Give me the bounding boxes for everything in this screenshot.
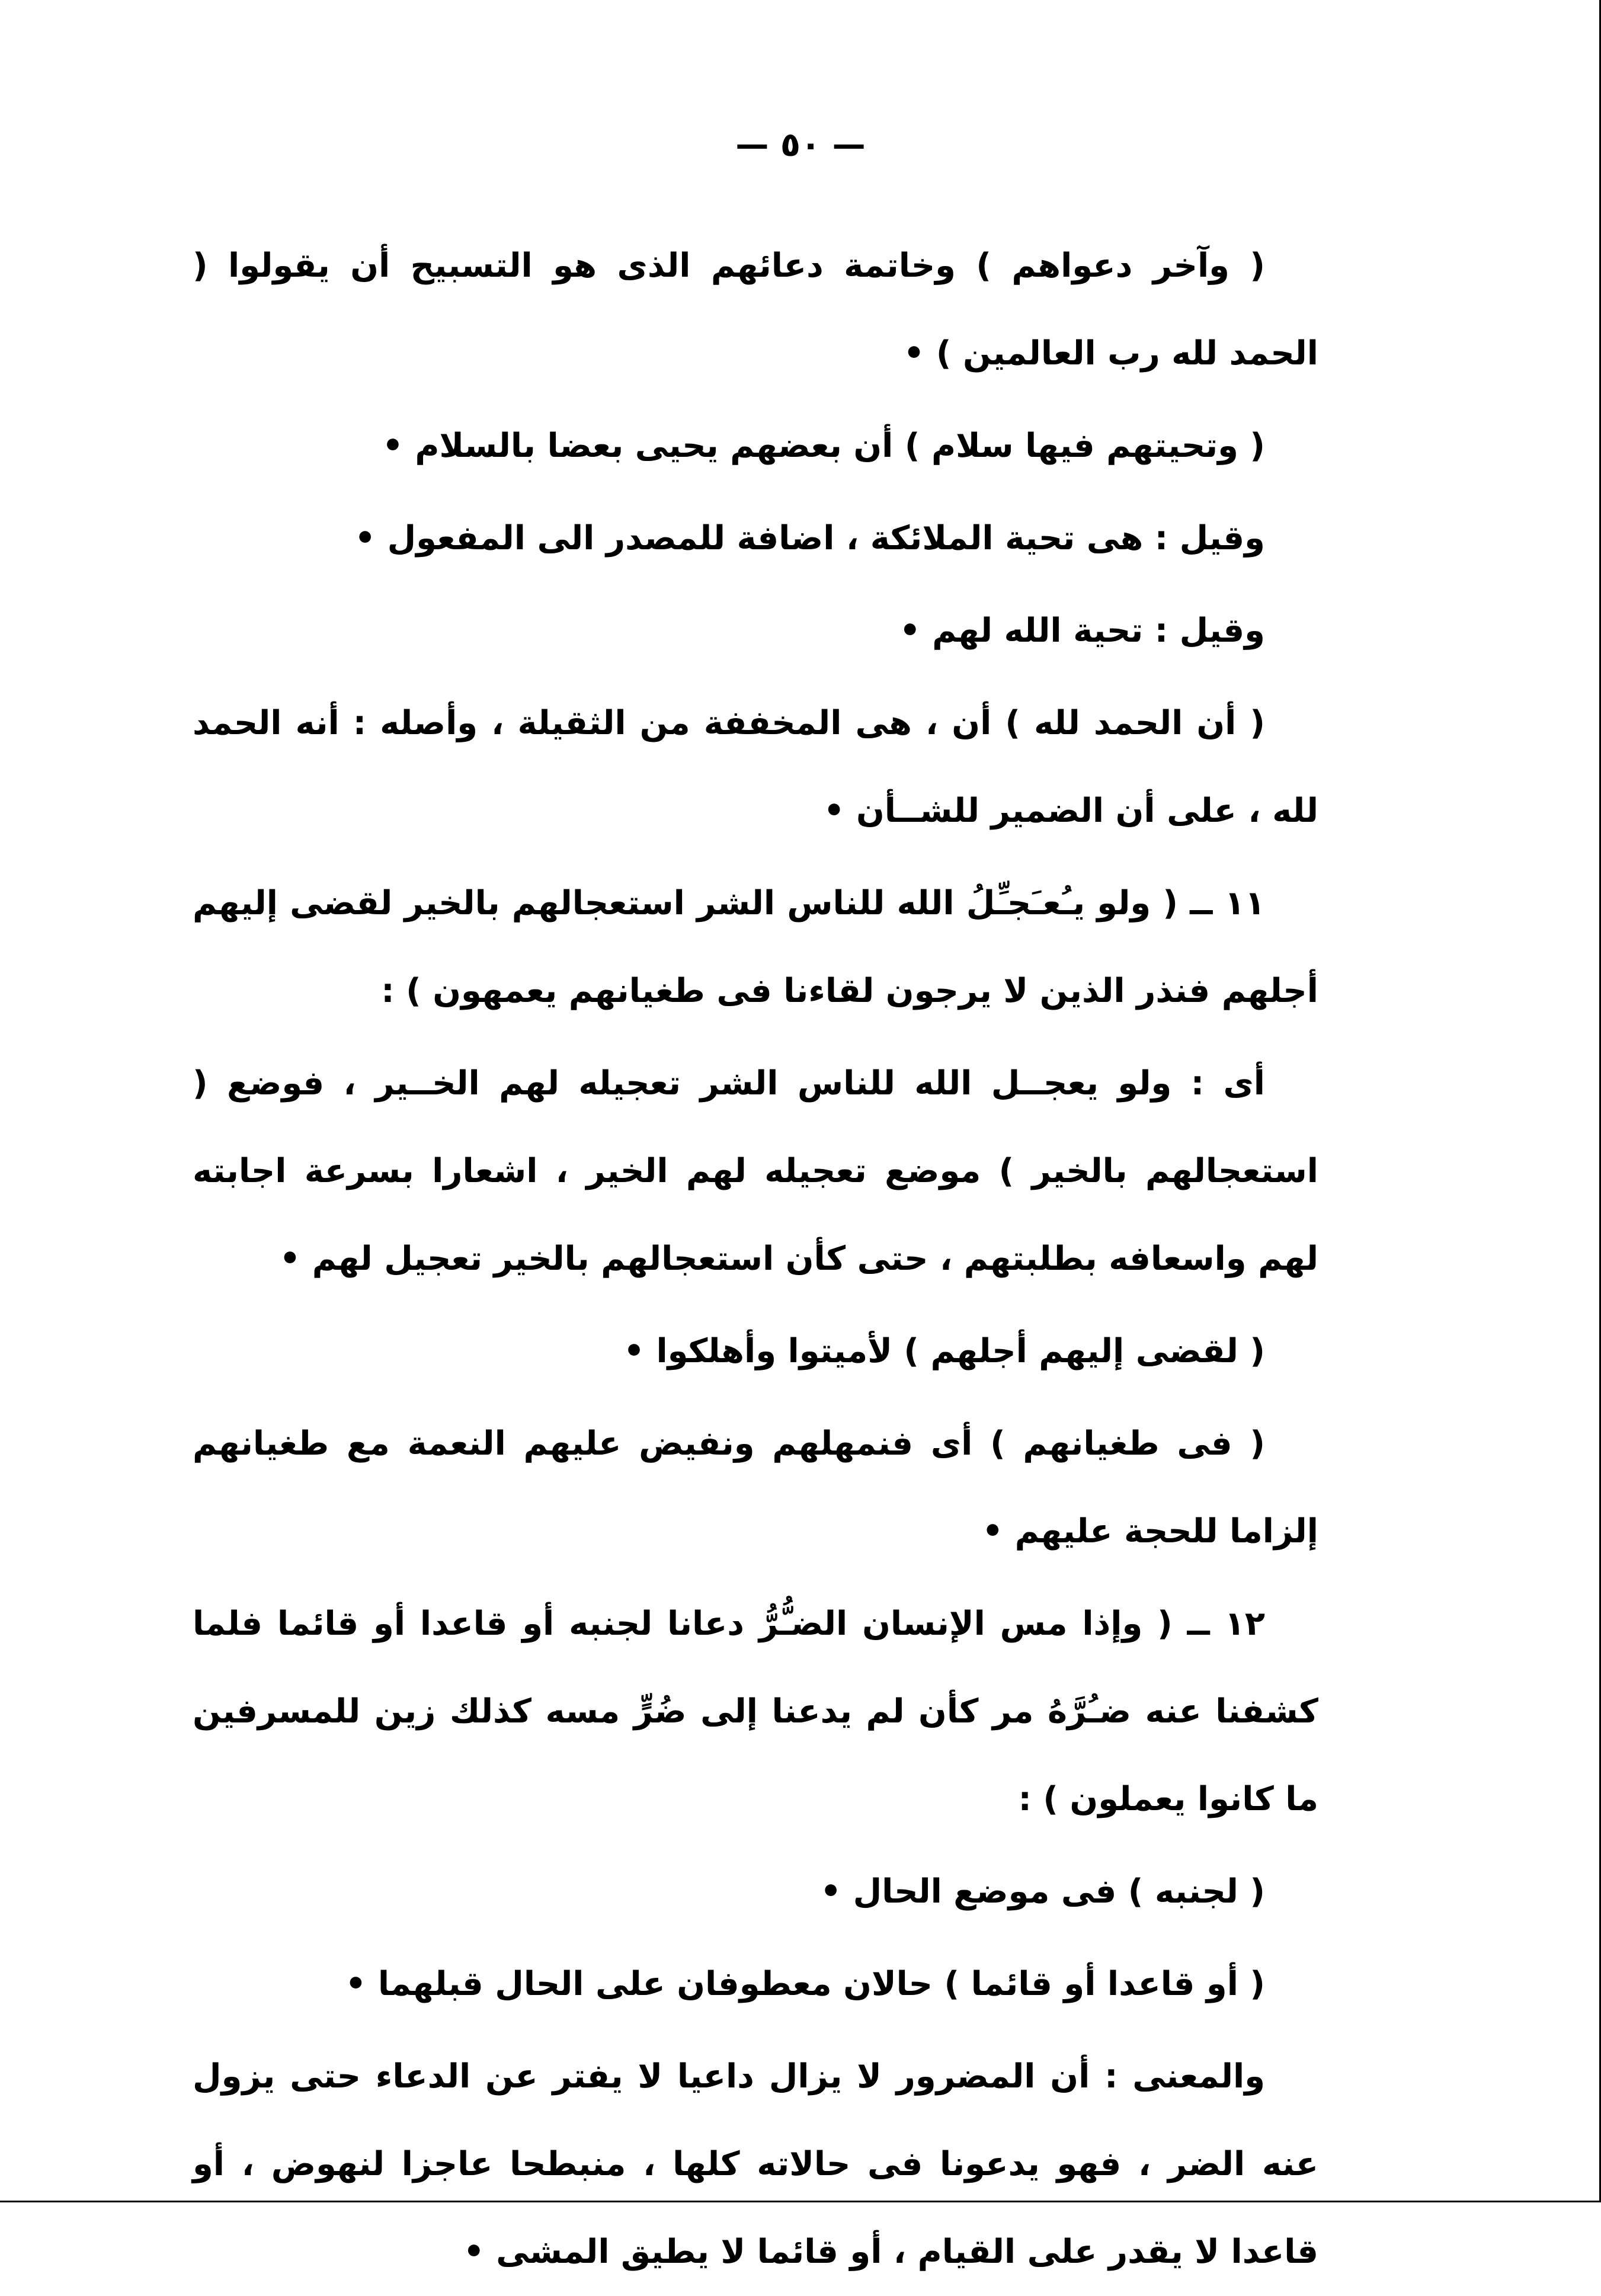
paragraph-5: ( أن الحمد لله ) أن ، هى المخففة من الثقيلة ، وأصله : أنه الحمد لله ، على أن الضمير للشــأن • [193,704,1318,830]
paragraph-1: ( وآخر دعواهم ) وخاتمة دعائهم الذى هو التسبيح أن يقولوا ( الحمد لله رب العالمين ) • [193,246,1318,373]
paragraph-13: والمعنى : أن المضرور لا يزال داعيا لا يفتر عن الدعاء حتى يزول عنه الضر ، فهو يدعونا فى حالاته كلها ، منبطحا عاجزا لنهوض ، أو قاعدا لا يقدر على القيام ، أو قائما لا يطيق المشى • [193,2057,1318,2271]
text-body [193,222,1318,2296]
paragraph-7: أى : ولو يعجــل الله للناس الشر تعجيله لهم الخــير ، فوضع ( استعجالهم بالخير ) موضع تعجيله لهم الخير ، اشعارا بسرعة اجابته لهم واسعافه بطلبتهم ، حتى كأن استعجالهم بالخير تعجيل لهم • [193,1064,1318,1278]
paragraph-6: ١١ ــ ( ولو يـُعـَجـِّلُ الله للناس الشر استعجالهم بالخير لقضى إليهم أجلهم فنذر الذين لا يرجون لقاءنا فى طغيانهم يعمهون ) : [193,884,1318,1010]
paragraph-10: ١٢ ــ ( وإذا مس الإنسان الضـُّرُّ دعانا لجنبه أو قاعدا أو قائما فلما كشفنا عنه ضـُرَّهُ مر كأن لم يدعنا إلى ضُرٍّ مسه كذلك زين للمسرفين ما كانوا يعملون ) : [193,1605,1318,1818]
paragraph-12: ( أو قاعدا أو قائما ) حالان معطوفان على الحال قبلهما • [345,1965,1265,2003]
paragraph-9: ( فى طغيانهم ) أى فنمهلهم ونفيض عليهم النعمة مع طغيانهم إلزاما للحجة عليهم • [193,1424,1318,1551]
page-number: — ٥٠ — [735,126,866,164]
paragraph-3: وقيل : هى تحية الملائكة ، اضافة للمصدر الى المفعول • [354,519,1265,558]
paragraph-8: ( لقضى إليهم أجلهم ) لأميتوا وأهلكوا • [623,1332,1265,1370]
paragraph-11: ( لجنبه ) فى موضع الحال • [820,1872,1265,1911]
paragraph-4: وقيل : تحية الله لهم • [899,611,1265,650]
paragraph-2: ( وتحيتهم فيها سلام ) أن بعضهم يحيى بعضا بالسلام • [382,427,1265,465]
